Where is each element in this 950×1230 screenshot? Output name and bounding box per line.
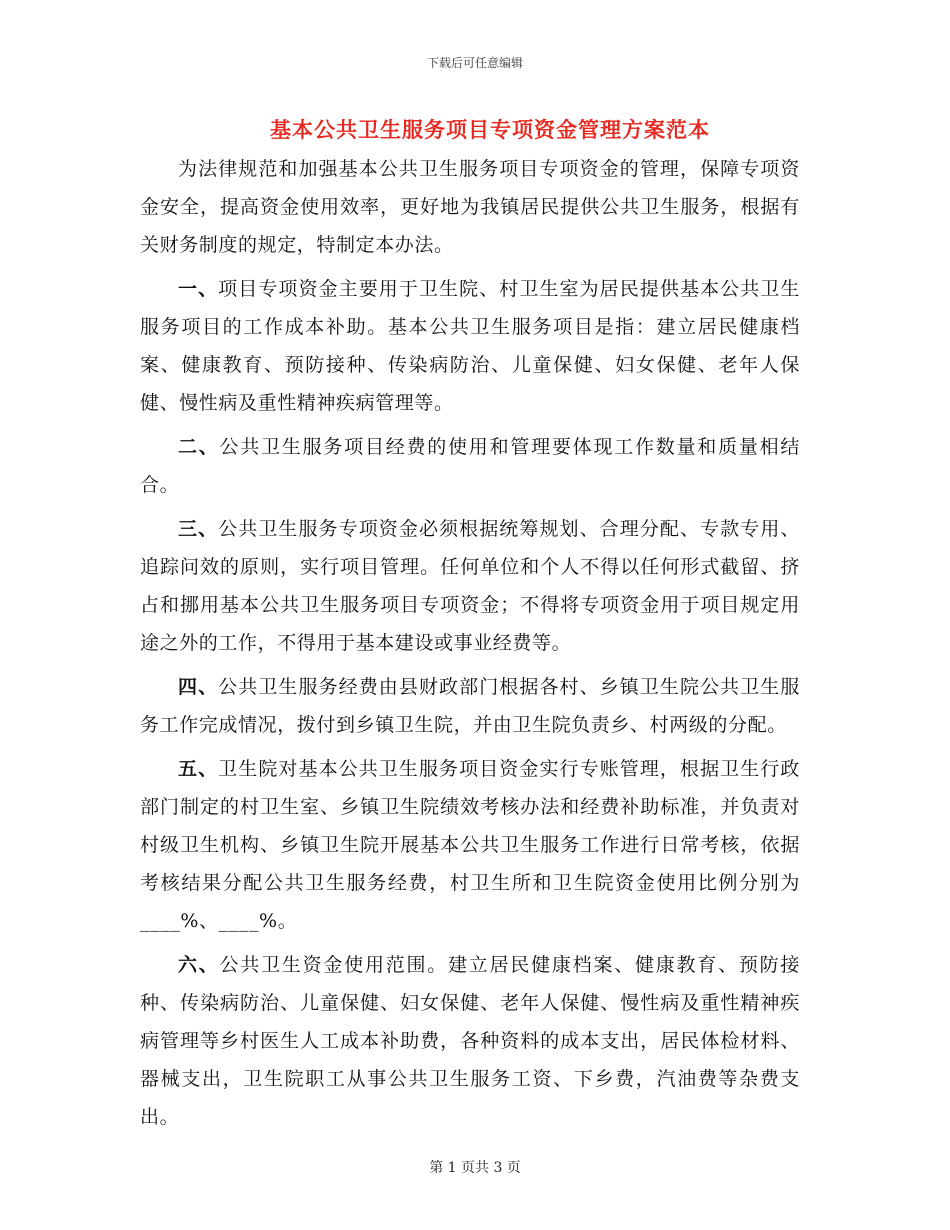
document-title: 基本公共卫生服务项目专项资金管理方案范本 <box>270 117 710 142</box>
section-paragraph-5 <box>140 750 800 940</box>
section-label-5: 五、 <box>178 758 219 780</box>
section-text-3: 公共卫生服务专项资金必须根据统筹规划、合理分配、专款专用、追踪问效的原则，实行项目管理。任何单位和个人不得以任何形式截留、挤占和挪用基本公共卫生服务项目专项资金；不得将专项资金用于项目规定用途之外的工作，不得用于基本建设或事业经费等。 <box>140 518 801 654</box>
section-paragraph-4 <box>140 668 800 744</box>
section-text-1: 项目专项资金主要用于卫生院、村卫生室为居民提供基本公共卫生服务项目的工作成本补助。基本公共卫生服务项目是指：建立居民健康档案、健康教育、预防接种、传染病防治、儿童保健、妇女保健、老年人保健、慢性病及重性精神疾病管理等。 <box>140 278 801 414</box>
section-text-4: 公共卫生服务经费由县财政部门根据各村、乡镇卫生院公共卫生服务工作完成情况，拨付到乡镇卫生院，并由卫生院负责乡、村两级的分配。 <box>140 676 801 736</box>
section-label-2: 二、 <box>178 436 220 458</box>
section-label-3: 三、 <box>178 518 219 540</box>
section-paragraph-6 <box>140 946 800 1136</box>
section-text-5: 卫生院对基本公共卫生服务项目资金实行专账管理，根据卫生行政部门制定的村卫生室、乡镇卫生院绩效考核办法和经费补助标准，并负责对村级卫生机构、乡镇卫生院开展基本公共卫生服务工作进行日常考核，依据考核结果分配公共卫生服务经费，村卫生所和卫生院资金使用比例分别为____%、____%。 <box>140 758 801 932</box>
section-label-6: 六、 <box>178 954 220 976</box>
section-paragraph-1 <box>140 270 800 422</box>
document-body <box>140 150 800 1142</box>
section-paragraph-3 <box>140 510 800 662</box>
section-text-2: 公共卫生服务项目经费的使用和管理要体现工作数量和质量相结合。 <box>140 436 800 496</box>
header-note: 下载后可任意编辑 <box>426 56 523 70</box>
section-label-4: 四、 <box>178 676 219 698</box>
page-indicator: 第 1 页共 3 页 <box>429 1160 521 1176</box>
section-paragraph-2 <box>140 428 800 504</box>
section-label-1: 一、 <box>178 278 219 300</box>
intro-paragraph: 为法律规范和加强基本公共卫生服务项目专项资金的管理，保障专项资金安全，提高资金使用效率，更好地为我镇居民提供公共卫生服务，根据有关财务制度的规定，特制定本办法。 <box>140 158 800 256</box>
section-text-6: 公共卫生资金使用范围。建立居民健康档案、健康教育、预防接种、传染病防治、儿童保健、妇女保健、老年人保健、慢性病及重性精神疾病管理等乡村医生人工成本补助费，各种资料的成本支出，居民体检材料、器械支出，卫生院职工从事公共卫生服务工资、下乡费，汽油费等杂费支出。 <box>140 954 800 1128</box>
